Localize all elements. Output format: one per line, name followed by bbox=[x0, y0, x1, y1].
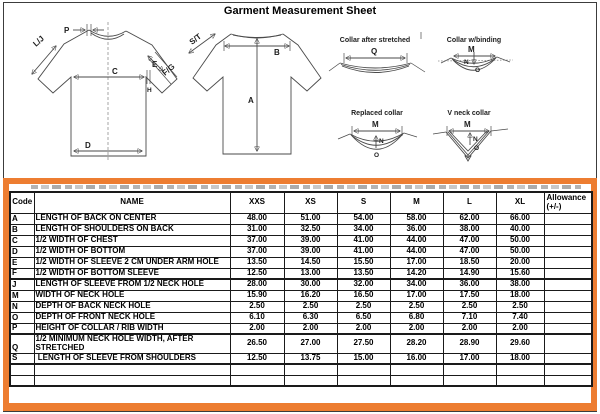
label-o: O bbox=[374, 152, 380, 159]
value-xs: 6.30 bbox=[284, 312, 337, 323]
value-m: 58.00 bbox=[390, 213, 443, 224]
allowance-cell bbox=[544, 301, 592, 312]
value-s: 13.50 bbox=[337, 268, 390, 279]
value-xxs: 2.00 bbox=[230, 323, 284, 334]
label-a: A bbox=[248, 96, 254, 105]
name-cell bbox=[34, 364, 230, 375]
empty-row bbox=[10, 364, 592, 375]
allowance-cell bbox=[544, 290, 592, 301]
value-xxs: 28.00 bbox=[230, 279, 284, 290]
blurred-text-strip bbox=[31, 185, 581, 189]
name-cell: DEPTH OF FRONT NECK HOLE bbox=[34, 312, 230, 323]
value-xl: 29.60 bbox=[496, 334, 544, 353]
name-cell: LENGTH OF SLEEVE FROM SHOULDERS bbox=[34, 353, 230, 364]
value-xs: 14.50 bbox=[284, 257, 337, 268]
value-m: 17.00 bbox=[390, 257, 443, 268]
measurement-table-container bbox=[3, 178, 597, 411]
header-m: M bbox=[390, 192, 443, 213]
code-cell: M bbox=[10, 290, 34, 301]
replaced-collar-title: Replaced collar bbox=[351, 110, 403, 117]
label-c: C bbox=[112, 67, 118, 76]
collar-stretched-title: Collar after stretched bbox=[339, 37, 411, 44]
replaced-collar-diagram bbox=[338, 110, 417, 159]
label-n: N bbox=[473, 136, 478, 143]
value-xl: 20.00 bbox=[496, 257, 544, 268]
label-q: Q bbox=[371, 47, 378, 56]
table-row bbox=[10, 224, 592, 235]
table-row bbox=[10, 246, 592, 257]
code-cell: D bbox=[10, 246, 34, 257]
collar-band-2 bbox=[351, 134, 403, 145]
measurement-table bbox=[9, 191, 593, 387]
value-m: 14.20 bbox=[390, 268, 443, 279]
value-l: 18.50 bbox=[443, 257, 496, 268]
value-xs bbox=[284, 364, 337, 375]
value-s: 2.50 bbox=[337, 301, 390, 312]
table-row bbox=[10, 353, 592, 364]
value-s: 41.00 bbox=[337, 246, 390, 257]
value-xl: 2.50 bbox=[496, 301, 544, 312]
value-m bbox=[390, 375, 443, 386]
label-m: M bbox=[372, 120, 379, 129]
shoulder-stub-right bbox=[491, 129, 508, 131]
value-xs: 13.00 bbox=[284, 268, 337, 279]
value-s: 2.00 bbox=[337, 323, 390, 334]
name-cell: 1/2 WIDTH OF CHEST bbox=[34, 235, 230, 246]
code-cell bbox=[10, 364, 34, 375]
label-p: P bbox=[64, 26, 70, 35]
allowance-cell bbox=[544, 364, 592, 375]
value-s: 32.00 bbox=[337, 279, 390, 290]
value-l: 2.50 bbox=[443, 301, 496, 312]
value-xs: 2.50 bbox=[284, 301, 337, 312]
value-xxs: 2.50 bbox=[230, 301, 284, 312]
table-row bbox=[10, 213, 592, 224]
allowance-cell bbox=[544, 334, 592, 353]
v-band-mid bbox=[448, 131, 489, 155]
value-m: 28.20 bbox=[390, 334, 443, 353]
value-l bbox=[443, 364, 496, 375]
value-xxs bbox=[230, 364, 284, 375]
value-s: 41.00 bbox=[337, 235, 390, 246]
allowance-cell bbox=[544, 224, 592, 235]
value-xxs: 48.00 bbox=[230, 213, 284, 224]
code-cell: E bbox=[10, 257, 34, 268]
header-l: L bbox=[443, 192, 496, 213]
value-xs: 2.00 bbox=[284, 323, 337, 334]
back-shirt-diagram bbox=[188, 32, 321, 154]
code-cell: Q bbox=[10, 334, 34, 353]
header-s: S bbox=[337, 192, 390, 213]
value-l: 62.00 bbox=[443, 213, 496, 224]
allowance-cell bbox=[544, 312, 592, 323]
name-cell bbox=[34, 375, 230, 386]
table-row bbox=[10, 290, 592, 301]
value-xs: 39.00 bbox=[284, 246, 337, 257]
neck-band-inner bbox=[233, 35, 281, 38]
value-xl bbox=[496, 375, 544, 386]
value-m: 6.80 bbox=[390, 312, 443, 323]
table-row bbox=[10, 312, 592, 323]
value-s: 54.00 bbox=[337, 213, 390, 224]
value-xs: 30.00 bbox=[284, 279, 337, 290]
header-code: Code bbox=[10, 192, 34, 213]
label-n: N bbox=[464, 59, 469, 66]
code-cell: B bbox=[10, 224, 34, 235]
table-body bbox=[10, 213, 592, 386]
table-row bbox=[10, 279, 592, 290]
value-xxs: 37.00 bbox=[230, 235, 284, 246]
value-m: 17.00 bbox=[390, 290, 443, 301]
value-m: 16.00 bbox=[390, 353, 443, 364]
label-m: M bbox=[468, 45, 475, 54]
name-cell: HEIGHT OF COLLAR / RIB WIDTH bbox=[34, 323, 230, 334]
collar-binding-title: Collar w/binding bbox=[446, 37, 502, 44]
code-cell: A bbox=[10, 213, 34, 224]
value-xl: 18.00 bbox=[496, 290, 544, 301]
v-neck-collar-diagram bbox=[433, 110, 508, 161]
front-shirt-diagram bbox=[31, 22, 177, 160]
header-name: NAME bbox=[34, 192, 230, 213]
value-xl: 7.40 bbox=[496, 312, 544, 323]
allowance-cell bbox=[544, 323, 592, 334]
name-cell: 1/2 MINIMUM NECK HOLE WIDTH, AFTER STRETCHED bbox=[34, 334, 230, 353]
collar-after-stretched-diagram bbox=[329, 32, 425, 73]
name-cell: DEPTH OF BACK NECK HOLE bbox=[34, 301, 230, 312]
code-cell bbox=[10, 375, 34, 386]
value-xxs: 6.10 bbox=[230, 312, 284, 323]
value-m: 2.00 bbox=[390, 323, 443, 334]
table-row bbox=[10, 334, 592, 353]
table-row bbox=[10, 301, 592, 312]
value-l: 2.00 bbox=[443, 323, 496, 334]
value-m: 44.00 bbox=[390, 235, 443, 246]
value-l: 38.00 bbox=[443, 224, 496, 235]
allowance-cell bbox=[544, 213, 592, 224]
allowance-cell bbox=[544, 257, 592, 268]
value-l: 7.10 bbox=[443, 312, 496, 323]
name-cell: WIDTH OF NECK HOLE bbox=[34, 290, 230, 301]
value-s: 16.50 bbox=[337, 290, 390, 301]
table-row bbox=[10, 323, 592, 334]
name-cell: LENGTH OF BACK ON CENTER bbox=[34, 213, 230, 224]
value-xs: 27.00 bbox=[284, 334, 337, 353]
value-xs: 16.20 bbox=[284, 290, 337, 301]
value-l: 17.00 bbox=[443, 353, 496, 364]
label-fg: F/G bbox=[160, 62, 177, 78]
value-l: 28.90 bbox=[443, 334, 496, 353]
name-cell: 1/2 WIDTH OF BOTTOM SLEEVE bbox=[34, 268, 230, 279]
table-row bbox=[10, 235, 592, 246]
garment-diagrams bbox=[0, 0, 600, 178]
value-l: 36.00 bbox=[443, 279, 496, 290]
empty-row bbox=[10, 375, 592, 386]
value-xs: 39.00 bbox=[284, 235, 337, 246]
value-xs: 51.00 bbox=[284, 213, 337, 224]
allowance-cell bbox=[544, 268, 592, 279]
value-xxs: 15.90 bbox=[230, 290, 284, 301]
table-row bbox=[10, 257, 592, 268]
allowance-cell bbox=[544, 246, 592, 257]
value-l: 14.90 bbox=[443, 268, 496, 279]
name-cell: 1/2 WIDTH OF SLEEVE 2 CM UNDER ARM HOLE bbox=[34, 257, 230, 268]
label-n: N bbox=[379, 138, 384, 145]
value-xl: 38.00 bbox=[496, 279, 544, 290]
shirt-outline bbox=[38, 30, 177, 156]
label-d: D bbox=[85, 141, 91, 150]
header-row bbox=[10, 192, 592, 213]
label-h: H bbox=[147, 87, 152, 94]
allowance-cell bbox=[544, 235, 592, 246]
shoulder-stub-right bbox=[497, 57, 510, 62]
value-xxs: 26.50 bbox=[230, 334, 284, 353]
header-allowance-line2: (+/-) bbox=[546, 201, 562, 211]
value-s: 15.50 bbox=[337, 257, 390, 268]
value-xxs: 37.00 bbox=[230, 246, 284, 257]
table-row bbox=[10, 268, 592, 279]
value-m: 34.00 bbox=[390, 279, 443, 290]
value-xs: 13.75 bbox=[284, 353, 337, 364]
code-cell: J bbox=[10, 279, 34, 290]
code-cell: P bbox=[10, 323, 34, 334]
code-cell: S bbox=[10, 353, 34, 364]
shoulder-stub-left bbox=[338, 134, 350, 139]
header-xl: XL bbox=[496, 192, 544, 213]
value-xl: 15.60 bbox=[496, 268, 544, 279]
value-xxs: 13.50 bbox=[230, 257, 284, 268]
shoulder-stub-right bbox=[404, 133, 417, 137]
code-cell: N bbox=[10, 301, 34, 312]
neckline-dotted bbox=[438, 60, 513, 61]
value-s: 15.00 bbox=[337, 353, 390, 364]
collar-with-binding-diagram bbox=[438, 37, 513, 74]
value-l: 17.50 bbox=[443, 290, 496, 301]
value-xxs: 12.50 bbox=[230, 268, 284, 279]
value-xxs: 12.50 bbox=[230, 353, 284, 364]
page-title: Garment Measurement Sheet bbox=[223, 5, 377, 17]
allowance-cell bbox=[544, 353, 592, 364]
value-l bbox=[443, 375, 496, 386]
header-allowance bbox=[544, 192, 592, 213]
header-allowance-line1: Allowance bbox=[546, 192, 587, 202]
label-e: E bbox=[152, 60, 158, 69]
value-xl bbox=[496, 364, 544, 375]
value-xl: 50.00 bbox=[496, 246, 544, 257]
shoulder-stub-right bbox=[411, 63, 425, 72]
value-s bbox=[337, 364, 390, 375]
value-xs: 32.50 bbox=[284, 224, 337, 235]
header-xs: XS bbox=[284, 192, 337, 213]
shoulder-stub-left bbox=[441, 58, 451, 63]
shoulder-stub-left bbox=[433, 132, 446, 134]
collar-band-3 bbox=[342, 66, 409, 73]
name-cell: LENGTH OF SHOULDERS ON BACK bbox=[34, 224, 230, 235]
value-xxs: 31.00 bbox=[230, 224, 284, 235]
label-lj: L/J bbox=[31, 34, 46, 49]
label-st: S/T bbox=[187, 31, 204, 47]
value-xl: 66.00 bbox=[496, 213, 544, 224]
value-l: 47.00 bbox=[443, 235, 496, 246]
label-o: O bbox=[474, 145, 480, 152]
code-cell: C bbox=[10, 235, 34, 246]
value-s bbox=[337, 375, 390, 386]
value-xxs bbox=[230, 375, 284, 386]
label-b: B bbox=[274, 48, 280, 57]
allowance-cell bbox=[544, 375, 592, 386]
value-l: 47.00 bbox=[443, 246, 496, 257]
label-o: O bbox=[475, 67, 481, 74]
value-xs bbox=[284, 375, 337, 386]
name-cell: LENGTH OF SLEEVE FROM 1/2 NECK HOLE bbox=[34, 279, 230, 290]
code-cell: O bbox=[10, 312, 34, 323]
value-xl: 50.00 bbox=[496, 235, 544, 246]
header-xxs: XXS bbox=[230, 192, 284, 213]
name-cell: 1/2 WIDTH OF BOTTOM bbox=[34, 246, 230, 257]
value-m bbox=[390, 364, 443, 375]
code-cell: F bbox=[10, 268, 34, 279]
value-xl: 2.00 bbox=[496, 323, 544, 334]
value-s: 6.50 bbox=[337, 312, 390, 323]
value-xl: 18.00 bbox=[496, 353, 544, 364]
allowance-cell bbox=[544, 279, 592, 290]
v-neck-collar-title: V neck collar bbox=[447, 110, 491, 117]
value-m: 44.00 bbox=[390, 246, 443, 257]
value-s: 27.50 bbox=[337, 334, 390, 353]
shoulder-stub-left bbox=[329, 63, 340, 71]
value-s: 34.00 bbox=[337, 224, 390, 235]
value-m: 2.50 bbox=[390, 301, 443, 312]
collar-band-3 bbox=[352, 135, 402, 149]
label-m: M bbox=[464, 120, 471, 129]
value-xl: 40.00 bbox=[496, 224, 544, 235]
value-m: 36.00 bbox=[390, 224, 443, 235]
